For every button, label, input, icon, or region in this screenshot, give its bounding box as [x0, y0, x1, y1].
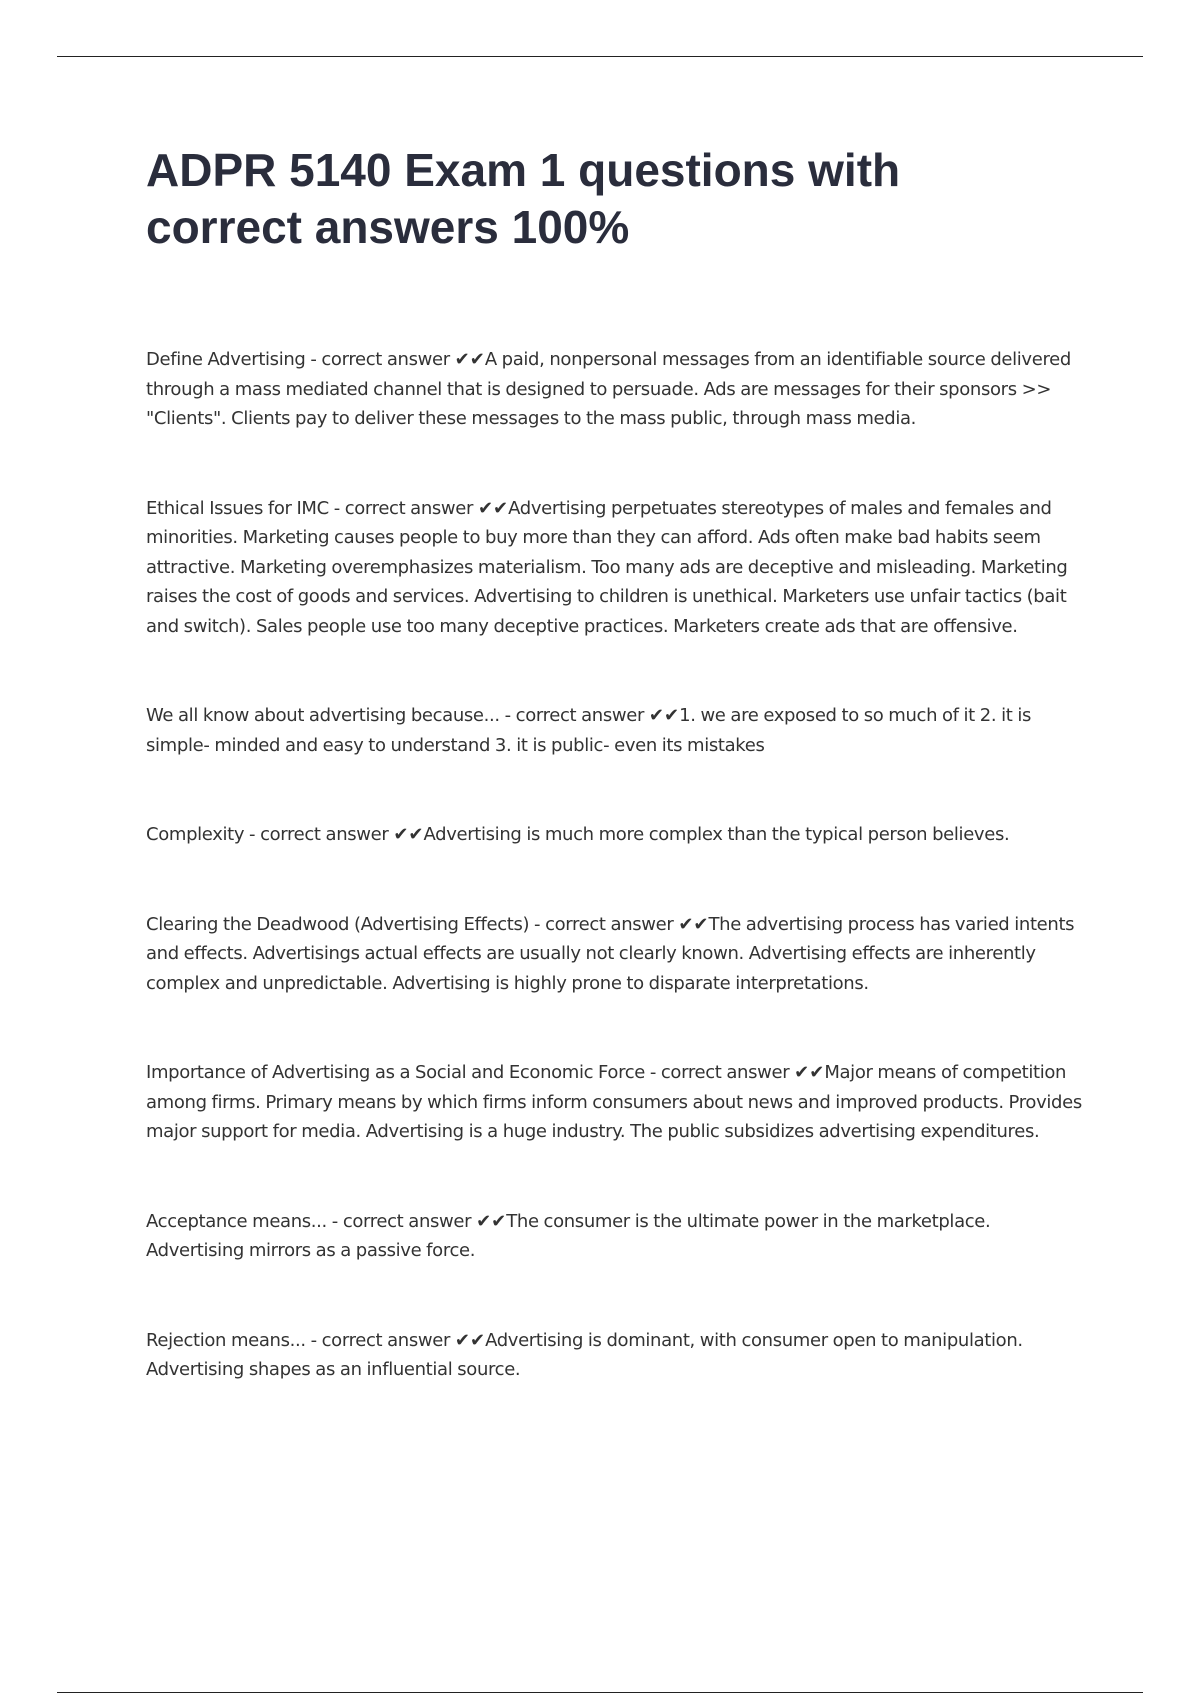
double-check-icon: ✔✔	[477, 497, 509, 519]
qa-answer: A paid, nonpersonal messages from an identifiable source delivered through a mass mediated channel that is designed to persuade. Ads are messages for their sponsors >> "Clients". Clients pay to deliver these messages to the mass public, through mass media.	[146, 349, 1071, 429]
qa-separator: -	[326, 1210, 343, 1232]
qa-item	[146, 1058, 1091, 1147]
qa-separator: -	[305, 1329, 322, 1351]
qa-term: Rejection means...	[146, 1329, 306, 1351]
qa-term: We all know about advertising because...	[146, 705, 500, 726]
qa-answer: Advertising is much more complex than the typical person believes.	[423, 824, 1010, 845]
bottom-rule	[57, 1692, 1143, 1693]
qa-item	[146, 1326, 1091, 1385]
page-title: ADPR 5140 Exam 1 questions with correct answers 100%	[146, 144, 901, 253]
correct-answer-label: correct answer	[344, 497, 474, 519]
qa-item	[146, 345, 1091, 434]
qa-answer: Advertising is dominant, with consumer open to manipulation. Advertising shapes as an influential source.	[146, 1329, 1023, 1380]
correct-answer-label: correct answer	[515, 705, 645, 726]
qa-separator: -	[244, 824, 261, 845]
double-check-icon: ✔✔	[454, 1329, 486, 1351]
qa-answer: 1. we are exposed to so much of it 2. it is simple- minded and easy to understand 3. it is public- even its mistakes	[146, 705, 1032, 756]
double-check-icon: ✔✔	[476, 1210, 507, 1232]
double-check-icon: ✔✔	[454, 349, 485, 370]
qa-item	[146, 820, 1091, 850]
qa-term: Define Advertising	[146, 349, 306, 370]
qa-term: Importance of Advertising as a Social and Economic Force	[146, 1062, 645, 1083]
qa-item	[146, 701, 1091, 760]
qa-separator: -	[499, 705, 516, 726]
qa-item	[146, 494, 1091, 642]
qa-term: Clearing the Deadwood (Advertising Effects)	[146, 913, 530, 935]
qa-separator: -	[305, 349, 322, 370]
double-check-icon: ✔✔	[648, 705, 680, 726]
qa-answer: Major means of competition among firms. Primary means by which firms inform consumers about news and improved products. Provides major support for media. Advertising is a huge industry. The public subsidizes advertising expenditures.	[146, 1062, 1082, 1142]
qa-separator: -	[328, 497, 345, 519]
qa-item	[146, 910, 1091, 999]
double-check-icon: ✔✔	[393, 824, 424, 845]
double-check-icon: ✔✔	[794, 1062, 825, 1083]
qa-answer: Advertising perpetuates stereotypes of males and females and minorities. Marketing causes people to buy more than they can afford. Ads often make bad habits seem attractive. Marketing overemphasizes materialism. Too many ads are deceptive and misleading. Marketing raises the cost of goods and services. Advertising to children is unethical. Marketers use unfair tactics (bait and switch). Sales people use too many deceptive practices. Marketers create ads that are offensive.	[146, 497, 1068, 637]
correct-answer-label: correct answer	[321, 349, 450, 370]
correct-answer-label: correct answer	[342, 1210, 472, 1232]
qa-answer: The consumer is the ultimate power in the marketplace. Advertising mirrors as a passive force.	[146, 1210, 991, 1261]
qa-term: Ethical Issues for IMC	[146, 497, 329, 519]
qa-list	[146, 345, 1091, 1445]
top-rule	[57, 56, 1143, 57]
qa-term: Complexity	[146, 824, 245, 845]
correct-answer-label: correct answer	[660, 1062, 790, 1083]
correct-answer-label: correct answer	[545, 913, 674, 935]
qa-term: Acceptance means...	[146, 1210, 327, 1232]
qa-separator: -	[529, 913, 546, 935]
qa-answer: The advertising process has varied intents and effects. Advertisings actual effects are usually not clearly known. Advertising effects are inherently complex and unpredictable. Advertising is highly prone to disparate interpretations.	[146, 913, 1075, 994]
qa-item	[146, 1207, 1091, 1266]
qa-separator: -	[645, 1062, 661, 1083]
correct-answer-label: correct answer	[260, 824, 389, 845]
double-check-icon: ✔✔	[678, 913, 709, 935]
correct-answer-label: correct answer	[321, 1329, 451, 1351]
